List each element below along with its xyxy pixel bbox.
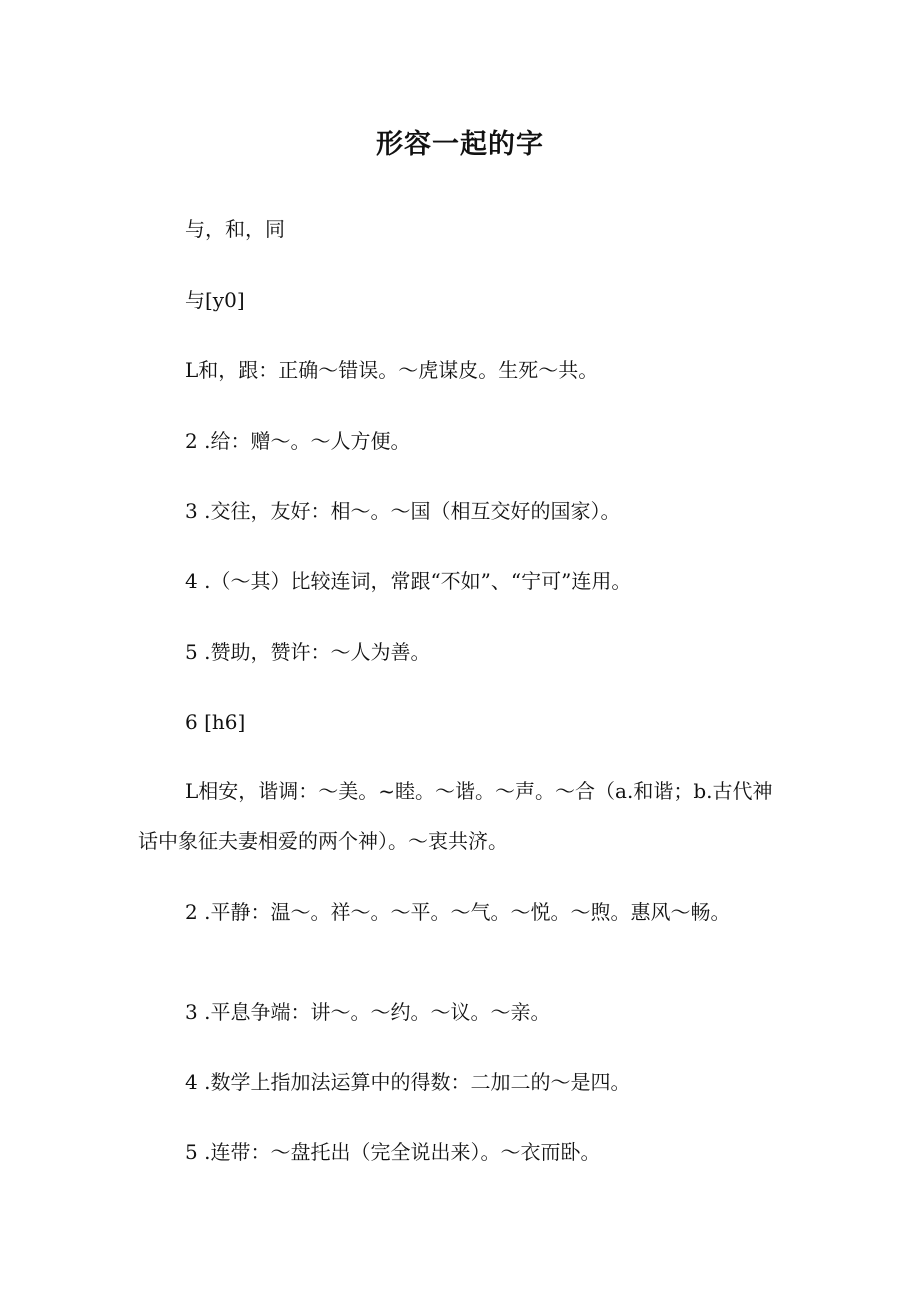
- text-line: 与[y0]: [185, 288, 245, 312]
- text-line: 3 .平息争端：讲～。～约。～议。～亲。: [185, 1000, 551, 1024]
- text-line: L和，跟：正确～错误。～虎谋皮。生死～共。: [185, 358, 599, 382]
- document-title: 形容一起的字: [376, 129, 544, 160]
- text-paragraph: L相安，谐调：～美。~睦。～谐。～声。～合（a.和谐；b.古代神话中象征夫妻相爱的两个神）。～衷共济。: [138, 779, 773, 853]
- text-line: 4 .数学上指加法运算中的得数：二加二的～是四。: [185, 1070, 631, 1094]
- text-paragraph: 2 .平静：温～。祥～。～平。～气。～悦。～煦。惠风～畅。: [185, 900, 731, 924]
- text-line: 3 .交往，友好：相～。～国（相互交好的国家）。: [185, 499, 621, 523]
- text-line: 6 [h6]: [185, 710, 246, 734]
- text-line: 2 .给：赠～。～人方便。: [185, 429, 411, 453]
- text-line: 5 .连带：～盘托出（完全说出来）。～衣而卧。: [185, 1140, 601, 1164]
- text-line: 5 .赞助，赞许：～人为善。: [185, 640, 431, 664]
- text-line: 与，和，同: [185, 217, 285, 241]
- text-line: 4 .（～其）比较连词，常跟“不如”、“宁可”连用。: [185, 569, 632, 593]
